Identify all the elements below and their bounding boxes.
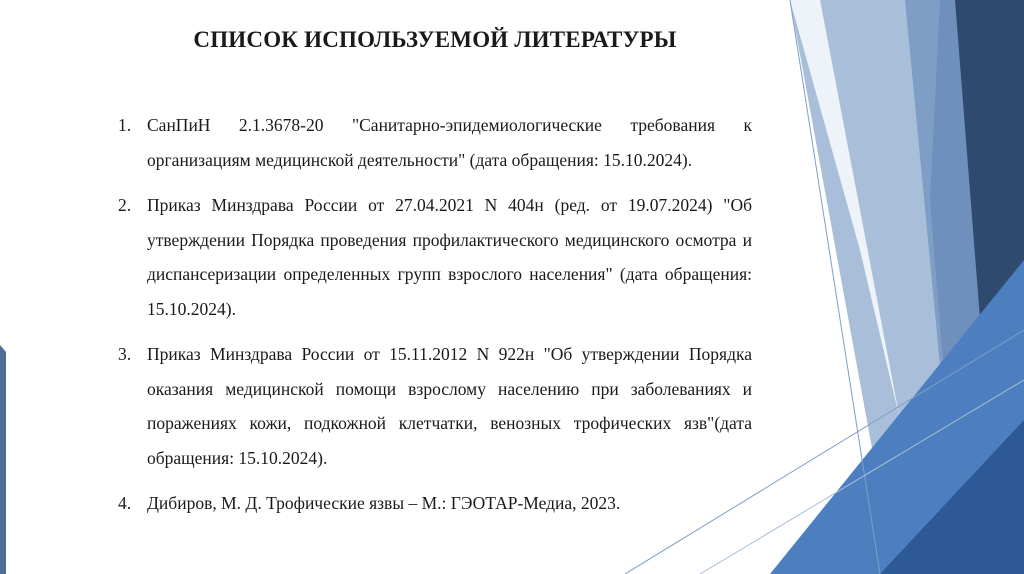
reference-number: 3. <box>118 344 132 364</box>
reference-text: Приказ Минздрава России от 15.11.2012 N 922н "Об утверждении Порядка оказания медицинской помощи взрослому населению при заболеваниях и поражениях кожи, подкожной клетчатки, венозных трофических язв"(дата обращения: 15.10.2024). <box>147 344 752 468</box>
reference-item <box>112 486 752 521</box>
page-title: СПИСОК ИСПОЛЬЗУЕМОЙ ЛИТЕРАТУРЫ <box>193 27 677 52</box>
reference-text: СанПиН 2.1.3678-20 "Санитарно-эпидемиологические требования к организациям медицинской деятельности" (дата обращения: 15.10.2024). <box>147 115 752 170</box>
reference-list <box>112 108 752 532</box>
reference-number: 2. <box>118 195 132 215</box>
reference-item <box>112 108 752 177</box>
reference-number: 4. <box>118 493 132 513</box>
reference-item <box>112 188 752 326</box>
reference-text: Дибиров, М. Д. Трофические язвы – М.: ГЭОТАР-Медиа, 2023. <box>147 493 621 513</box>
reference-text: Приказ Минздрава России от 27.04.2021 N 404н (ред. от 19.07.2024) "Об утверждении Порядка проведения профилактического медицинского осмотра и диспансеризации определенных групп взрослого населения" (дата обращения: 15.10.2024). <box>147 195 752 319</box>
reference-item <box>112 337 752 475</box>
reference-number: 1. <box>118 115 132 135</box>
left-edge-stripe <box>0 345 6 574</box>
